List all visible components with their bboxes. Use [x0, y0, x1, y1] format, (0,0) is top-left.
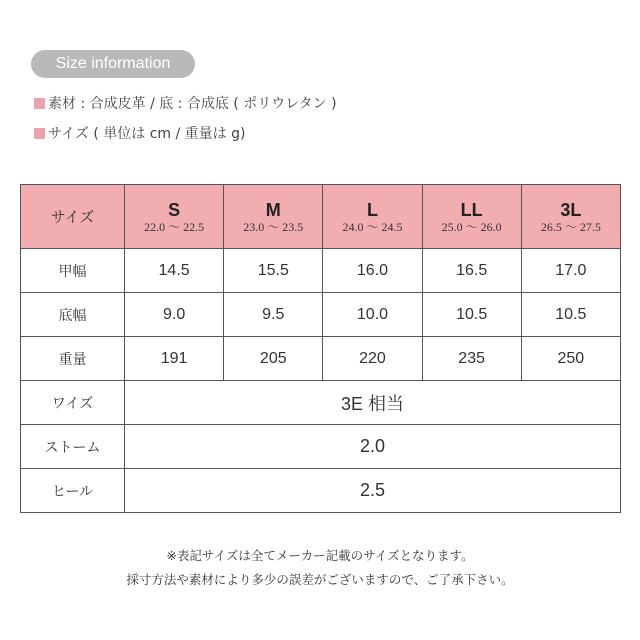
footnote: 採寸方法や素材により多少の誤差がございますので、ご了承下さい。 — [126, 572, 514, 587]
size-range: 26.5 ～ 27.5 — [540, 219, 601, 234]
table-cell: 10.0 — [323, 293, 422, 337]
size-name: LL — [460, 199, 483, 220]
table-row — [21, 381, 621, 425]
row-label: 甲幅 — [21, 249, 125, 293]
table-cell: 2.5 — [125, 469, 621, 513]
size-range: 25.0 ～ 26.0 — [441, 219, 502, 234]
corner-label: サイズ — [21, 185, 125, 249]
table-cell: 16.0 — [323, 249, 422, 293]
units-text: サイズ ( 単位は cm / 重量は g) — [48, 126, 246, 142]
size-header-3l — [521, 185, 620, 249]
table-header-row — [21, 185, 621, 249]
row-label: 重量 — [21, 337, 125, 381]
table-cell: 16.5 — [422, 249, 521, 293]
table-row — [21, 469, 621, 513]
size-table — [20, 184, 621, 513]
section-label: Size information — [31, 50, 195, 78]
table-cell: 205 — [224, 337, 323, 381]
row-label: 底幅 — [21, 293, 125, 337]
table-cell: 9.0 — [125, 293, 224, 337]
table-cell: 2.0 — [125, 425, 621, 469]
footnote: ※表記サイズは全てメーカー記載のサイズとなります。 — [166, 548, 474, 563]
table-row — [21, 337, 621, 381]
size-header-s — [125, 185, 224, 249]
table-cell: 17.0 — [521, 249, 620, 293]
size-range: 24.0 ～ 24.5 — [342, 219, 403, 234]
size-name: 3L — [560, 199, 582, 220]
bullet-square-icon — [34, 98, 45, 109]
table-row — [21, 293, 621, 337]
size-name: M — [265, 199, 281, 220]
row-label: ワイズ — [21, 381, 125, 425]
size-header-ll — [422, 185, 521, 249]
row-label: ストーム — [21, 425, 125, 469]
table-cell: 3E 相当 — [125, 381, 621, 425]
table-cell: 220 — [323, 337, 422, 381]
table-cell: 10.5 — [521, 293, 620, 337]
row-label: ヒール — [21, 469, 125, 513]
table-cell: 9.5 — [224, 293, 323, 337]
size-header-m — [224, 185, 323, 249]
size-header-l — [323, 185, 422, 249]
size-range: 22.0 ～ 22.5 — [144, 219, 205, 234]
table-cell: 191 — [125, 337, 224, 381]
table-cell: 14.5 — [125, 249, 224, 293]
table-row — [21, 249, 621, 293]
table-cell: 250 — [521, 337, 620, 381]
bullet-square-icon — [34, 128, 45, 139]
table-cell: 235 — [422, 337, 521, 381]
units-line — [34, 123, 245, 143]
material-line — [34, 93, 337, 113]
material-text: 素材 : 合成皮革 / 底 : 合成底 ( ポリウレタン ) — [48, 96, 337, 112]
size-name: S — [168, 199, 181, 220]
table-cell: 10.5 — [422, 293, 521, 337]
table-row — [21, 425, 621, 469]
size-range: 23.0 ～ 23.5 — [243, 219, 304, 234]
size-name: L — [366, 199, 378, 220]
table-cell: 15.5 — [224, 249, 323, 293]
